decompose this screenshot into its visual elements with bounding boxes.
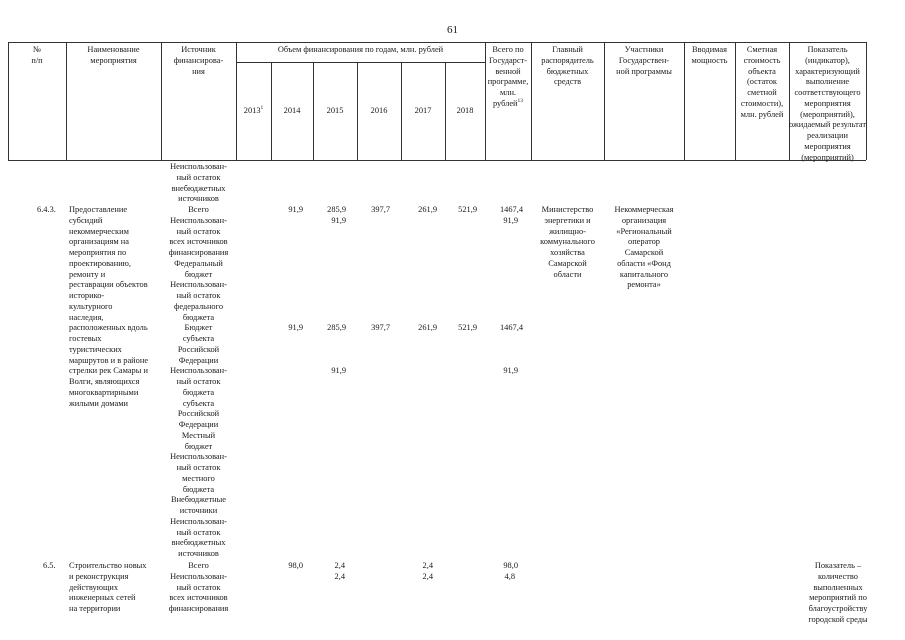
row-65-total-2015: 2,4: [334, 561, 345, 570]
row-643-regional-all: 1467,4: [499, 323, 523, 332]
row-65-indicator: Показатель – количество выполненных мероприятий по благоустройству городской среды: [808, 561, 868, 624]
row-643-participants: Некоммерческая организация «Региональный оператор Самарской области «Фонд капитального ремонта»: [614, 205, 674, 290]
row-65-unused-all: 4,8: [504, 572, 515, 581]
header-capacity: Вводимая мощность: [691, 45, 728, 65]
row-643-total-2018: 521,9: [458, 205, 477, 214]
header-bottom-rule: [8, 160, 866, 161]
header-cost: Сметная стоимость объекта (остаток сметной стоимости), млн. рублей: [740, 45, 784, 119]
row-643-regional-2015: 285,9: [327, 323, 346, 332]
row-643-regional-unused-all: 91,9: [503, 366, 518, 375]
row-643-total-all: 1467,4: [499, 205, 523, 214]
row-65-total-2014: 98,0: [288, 561, 303, 570]
volume-sub-rule: [236, 62, 485, 63]
row-643-sources: Всего Неиспользован- ный остаток всех источников финансирования Федеральный бюджет Неиспользован- ный остаток федерального бюджета Бюджет субъекта Российской Федерации Неиспользован- ный остаток бюджета субъекта Российской Федерации Местный бюджет Неиспользован- ный остаток местного бюджета Внебюджетные источники Неиспользован- ный остаток внебюджетных источников: [168, 205, 229, 558]
header-manager: Главный распорядитель бюджетных средств: [541, 45, 594, 87]
carryover-source: Неиспользован- ный остаток внебюджетных источников: [170, 162, 227, 204]
row-643-total-2016: 397,7: [371, 205, 390, 214]
row-65-total-all: 98,0: [503, 561, 518, 570]
header-year-2017: 2017: [414, 106, 432, 115]
row-65-unused-2017: 2,4: [422, 572, 433, 581]
row-643-total-2014: 91,9: [288, 205, 303, 214]
row-643-regional-2016: 397,7: [371, 323, 390, 332]
header-top-rule: [8, 42, 866, 43]
row-65-total-2017: 2,4: [422, 561, 433, 570]
header-participants: Участники Государствен- ной программы: [616, 45, 672, 76]
page-number: 61: [447, 24, 458, 36]
row-643-total-2017: 261,9: [418, 205, 437, 214]
row-65-sources: Всего Неиспользован- ный остаток всех источников финансирования: [168, 561, 229, 613]
header-total: Всего по Государст- венной программе, млн. рублей$^{13}$: [487, 45, 529, 108]
row-643-name: Предоставление субсидий некоммерческим организациям на мероприятия по проектированию, ремонту и реставрации объектов историко- культурного наследия, расположенных вдоль гостевых туристических маршрутов и в районе стрелки рек Самары и Волги, являющихся многоквартирными жилыми домами: [69, 205, 149, 408]
row-643-manager: Министерство энергетики и жилищно- коммунального хозяйства Самарской области: [540, 205, 595, 279]
col-divider: [866, 42, 867, 160]
header-year-2014: 2014: [283, 106, 301, 115]
header-indicator: Показатель (индикатор), характеризующий выполнение соответствующего мероприятия (мероприятий), ожидаемый результат реализации мероприятия (мероприятий): [789, 45, 867, 162]
header-year-2016: 2016: [370, 106, 388, 115]
header-volume: Объем финансирования по годам, млн. рублей: [277, 45, 444, 54]
row-643-unused-all: 91,9: [503, 216, 518, 225]
header-year-2018: 2018: [456, 106, 474, 115]
row-643-unused-2015: 91,9: [331, 216, 346, 225]
row-643-num: 6.4.3.: [37, 205, 56, 214]
col-divider: [236, 42, 237, 160]
header-num: № п/п: [31, 45, 43, 65]
row-65-name: Строительство новых и реконструкция действующих инженерных сетей на территории: [69, 561, 147, 613]
header-year-2013: 2013$^1$: [243, 105, 264, 115]
header-year-2015: 2015: [326, 106, 344, 115]
row-643-regional-2017: 261,9: [418, 323, 437, 332]
row-643-regional-unused-2015: 91,9: [331, 366, 346, 375]
row-65-num: 6.5.: [43, 561, 56, 570]
header-source: Источник финансирова- ния: [173, 45, 224, 76]
row-65-unused-2015: 2,4: [334, 572, 345, 581]
row-643-regional-2018: 521,9: [458, 323, 477, 332]
header-name: Наименование мероприятия: [87, 45, 140, 65]
row-643-total-2015: 285,9: [327, 205, 346, 214]
row-643-regional-2014: 91,9: [288, 323, 303, 332]
